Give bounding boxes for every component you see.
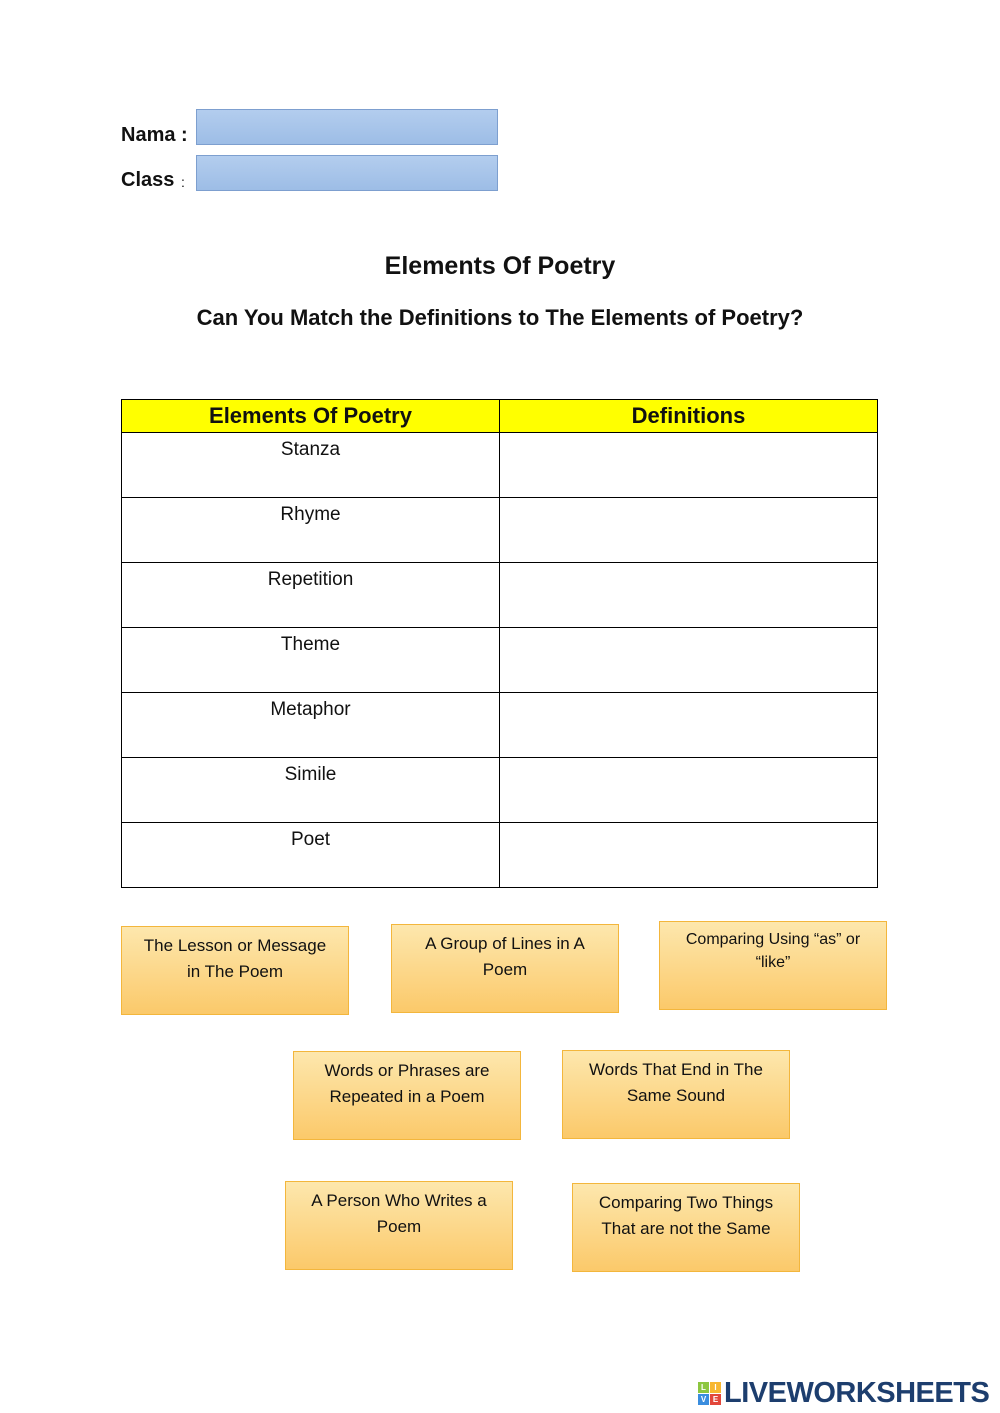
element-cell: Metaphor bbox=[122, 693, 500, 758]
definition-drop-zone[interactable] bbox=[500, 433, 878, 498]
definition-card[interactable]: The Lesson or Message in The Poem bbox=[121, 926, 349, 1015]
table-row bbox=[122, 758, 878, 823]
definition-card[interactable]: A Person Who Writes a Poem bbox=[285, 1181, 513, 1270]
logo-text: LIVEWORKSHEETS bbox=[724, 1377, 990, 1409]
element-cell: Repetition bbox=[122, 563, 500, 628]
element-cell: Theme bbox=[122, 628, 500, 693]
element-cell: Poet bbox=[122, 823, 500, 888]
table-row bbox=[122, 823, 878, 888]
definition-drop-zone[interactable] bbox=[500, 693, 878, 758]
matching-table bbox=[121, 399, 878, 888]
class-colon: : bbox=[181, 174, 185, 190]
table-row bbox=[122, 693, 878, 758]
definition-card[interactable]: A Group of Lines in A Poem bbox=[391, 924, 619, 1013]
logo-block: I bbox=[710, 1382, 721, 1393]
liveworksheets-logo bbox=[698, 1377, 989, 1410]
table-row bbox=[122, 433, 878, 498]
element-cell: Simile bbox=[122, 758, 500, 823]
definition-card[interactable]: Comparing Using “as” or “like” bbox=[659, 921, 887, 1010]
logo-blocks-icon bbox=[698, 1382, 721, 1405]
definition-drop-zone[interactable] bbox=[500, 563, 878, 628]
logo-block: E bbox=[710, 1394, 721, 1405]
logo-block: L bbox=[698, 1382, 709, 1393]
element-cell: Stanza bbox=[122, 433, 500, 498]
definition-card[interactable]: Comparing Two Things That are not the Same bbox=[572, 1183, 800, 1272]
definition-drop-zone[interactable] bbox=[500, 758, 878, 823]
name-label: Nama : bbox=[121, 124, 188, 146]
definition-card[interactable]: Words That End in The Same Sound bbox=[562, 1050, 790, 1139]
class-field[interactable] bbox=[196, 155, 498, 191]
page-title: Elements Of Poetry bbox=[384, 252, 616, 280]
class-label: Class bbox=[121, 169, 175, 191]
logo-block: V bbox=[698, 1394, 709, 1405]
definition-drop-zone[interactable] bbox=[500, 823, 878, 888]
page-subtitle: Can You Match the Definitions to The Elements of Poetry? bbox=[196, 305, 804, 330]
table-row bbox=[122, 563, 878, 628]
definition-drop-zone[interactable] bbox=[500, 628, 878, 693]
table-row bbox=[122, 498, 878, 563]
table-row bbox=[122, 628, 878, 693]
name-field[interactable] bbox=[196, 109, 498, 145]
header-elements: Elements Of Poetry bbox=[122, 400, 500, 433]
element-cell: Rhyme bbox=[122, 498, 500, 563]
header-definitions: Definitions bbox=[500, 400, 878, 433]
definition-card[interactable]: Words or Phrases are Repeated in a Poem bbox=[293, 1051, 521, 1140]
definition-drop-zone[interactable] bbox=[500, 498, 878, 563]
